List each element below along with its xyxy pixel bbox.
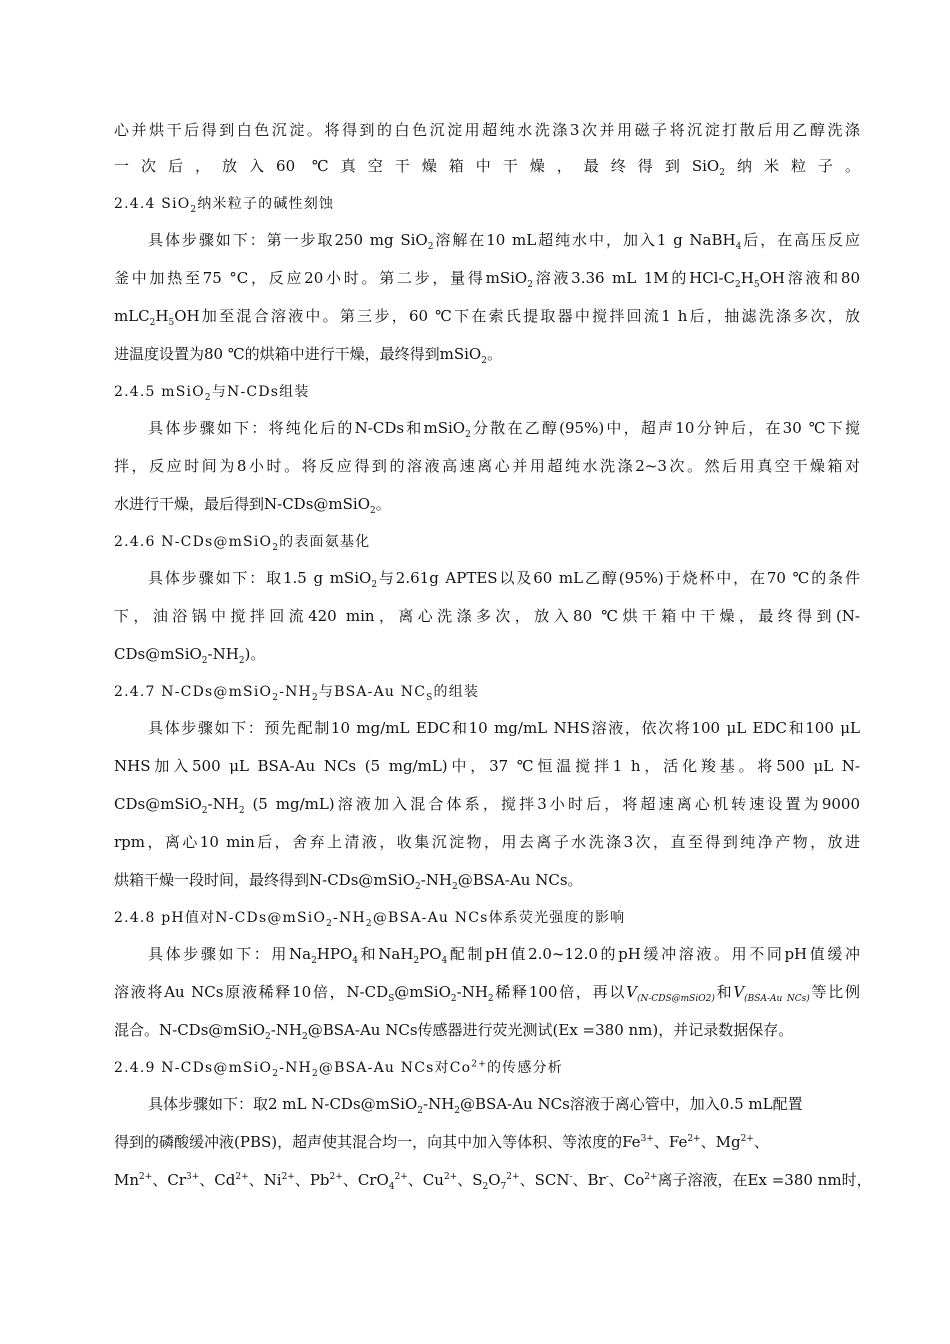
text-run: O: [488, 1171, 501, 1189]
text-run: @BSA-Au NCs传感器进行荧光测试(Ex =380 nm)，并记录数据保存。: [307, 1021, 794, 1039]
text-line: [114, 120, 860, 140]
text-run: 稀释100倍，再以: [493, 983, 627, 1001]
text-run: S: [388, 994, 395, 1004]
text-run: 2: [201, 656, 208, 666]
text-line: [114, 456, 860, 476]
text-run: @BSA-Au NCs溶液于离心管中，加入0.5 mL配置: [460, 1095, 803, 1113]
section-heading: [114, 682, 860, 702]
text-run: 溶液将Au NCs原液稀释10倍，N-CD: [114, 983, 389, 1001]
text-run: 2.4.4 SiO: [114, 196, 191, 212]
text-run: @BSA-Au NCs体系荧光强度的影响: [372, 910, 626, 926]
text-line: [114, 494, 860, 514]
text-run: -NH: [420, 871, 453, 889]
text-run: 2.4.5 mSiO: [114, 384, 205, 400]
text-run: 5: [168, 318, 175, 328]
text-run: 2: [272, 542, 280, 553]
text-run: 2: [204, 392, 212, 403]
text-run: 具体步骤如下：第一步取250 mg SiO: [148, 231, 428, 249]
text-run: S: [426, 692, 434, 703]
text-run: 2+: [740, 1134, 754, 1144]
text-run: -NH: [279, 684, 312, 700]
text-run: 2+: [687, 1134, 701, 1144]
text-line: [148, 944, 860, 964]
text-run: 一次后，放入60 ℃真空干燥箱中干燥，最终得到: [114, 157, 692, 175]
text-run: PO: [419, 945, 442, 963]
text-run: -NH: [423, 1095, 455, 1113]
text-run: @BSA-Au NCs对Co: [318, 1060, 472, 1076]
text-run: 、Ni: [248, 1171, 282, 1189]
text-run: 具体步骤如下：将纯化后的N-CDs和mSiO: [148, 419, 466, 437]
text-run: 5: [753, 280, 760, 290]
text-run: 、Cu: [407, 1171, 444, 1189]
text-line: [114, 1020, 860, 1040]
section-heading: [114, 908, 860, 928]
text-line: [148, 1094, 860, 1114]
text-run: 与N-CDs组装: [211, 384, 310, 400]
text-run: 2.4.8 pH值对N-CDs@mSiO: [114, 910, 327, 926]
text-run: 的表面氨基化: [279, 534, 371, 550]
text-run: 2: [272, 692, 280, 703]
text-line: [114, 268, 860, 288]
text-run: 2: [365, 918, 373, 929]
text-line: [114, 1170, 872, 1192]
section-heading: [114, 1058, 860, 1078]
text-run: 2: [450, 994, 457, 1004]
text-run: CDs@mSiO: [114, 645, 202, 663]
text-run: 2+: [644, 1172, 658, 1182]
text-run: 和: [714, 983, 734, 1001]
text-run: 烘箱干燥一段时间，最终得到N-CDs@mSiO: [114, 871, 415, 889]
text-line: [114, 606, 860, 626]
text-run: 的组装: [433, 684, 480, 700]
text-run: 具体步骤如下：取1.5 g mSiO: [148, 569, 372, 587]
text-run: 心并烘干后得到白色沉淀。将得到的白色沉淀用超纯水洗涤3次并用磁子将沉淀打散后用乙醇洗涤: [114, 121, 860, 139]
text-run: 2: [302, 1032, 308, 1042]
text-run: 、CrO: [342, 1171, 389, 1189]
text-run: 具体步骤如下：预先配制10 mg/mL EDC和10 mg/mL NHS溶液，依次将100 μL EDC和100 μL: [148, 719, 860, 737]
text-line: [114, 156, 860, 176]
text-run: 混合。N-CDs@mSiO: [114, 1021, 265, 1039]
text-run: 2+: [443, 1172, 458, 1182]
text-run: 拌，反应时间为8小时。将反应得到的溶液高速离心并用超纯水洗涤2~3次。然后用真空干燥箱对: [114, 457, 860, 475]
text-run: 2: [427, 242, 434, 252]
text-run: 后，在高压反应: [741, 231, 860, 249]
text-line: [148, 230, 860, 250]
text-run: 2+: [506, 1172, 520, 1182]
text-run: 4: [352, 956, 359, 966]
text-line: [148, 568, 860, 588]
text-run: 分散在乙醇(95%)中，超声10分钟后，在30 ℃下搅: [470, 419, 860, 437]
text-run: 2: [238, 806, 245, 816]
text-line: [114, 644, 860, 664]
text-run: 2: [482, 1182, 489, 1192]
text-run: CDs@mSiO: [114, 795, 202, 813]
text-run: 、SCN: [519, 1171, 570, 1189]
text-run: -NH: [270, 1021, 303, 1039]
text-run: -NH: [207, 645, 239, 663]
text-run: 2: [201, 806, 208, 816]
text-run: 与BSA-Au NC: [318, 684, 427, 700]
text-run: 、S: [457, 1171, 483, 1189]
text-run: 配制pH值2.0~12.0的pH缓冲溶液。用不同pH值缓冲: [447, 945, 860, 963]
text-run: 2: [415, 882, 421, 892]
text-run: 溶解在10 mL超纯水中，加入1 g NaBH: [433, 231, 736, 249]
text-run: )。: [244, 645, 266, 663]
text-run: V: [626, 983, 637, 1001]
text-run: 具体步骤如下：用Na: [148, 945, 312, 963]
text-run: Mn: [114, 1171, 140, 1189]
text-run: 和NaH: [358, 945, 414, 963]
text-run: @BSA-Au NCs。: [457, 871, 583, 889]
text-run: 2+: [235, 1172, 249, 1182]
text-run: V: [733, 983, 745, 1001]
text-run: rpm，离心10 min后，舍弃上清液，收集沉淀物，用去离子水洗涤3次，直至得到纯净产物，放进: [114, 833, 860, 851]
text-line: [114, 794, 860, 814]
text-run: (N-CDS@mSiO2): [636, 994, 715, 1004]
text-line: [114, 982, 860, 1002]
text-run: 2.4.7 N-CDs@mSiO: [114, 684, 273, 700]
text-run: 2: [311, 956, 317, 966]
text-run: OH加至混合溶液中。第三步，60 ℃下在索氏提取器中搅拌回流1 h后，抽滤洗涤多次，放: [174, 307, 860, 325]
text-run: 2: [452, 882, 458, 892]
text-run: 下，油浴锅中搅拌回流420 min，离心洗涤多次，放入80 ℃烘干箱中干燥，最终得到(N-: [114, 607, 860, 625]
text-run: 得到的磷酸缓冲液(PBS)，超声使其混合均一，向其中加入等体积、等浓度的Fe: [114, 1133, 641, 1151]
text-line: [114, 756, 860, 776]
text-run: 2: [487, 994, 494, 1004]
text-run: NHS加入500 μL BSA-Au NCs (5 mg/mL)中，37 ℃恒温搅拌1 h，活化羧基。将500 μL N-: [114, 757, 860, 775]
text-run: 2.4.9 N-CDs@mSiO: [114, 1060, 273, 1076]
text-run: -NH: [279, 1060, 312, 1076]
text-line: [114, 344, 860, 364]
text-run: 2: [527, 280, 533, 290]
text-run: 7: [500, 1182, 507, 1192]
text-run: 2: [413, 956, 420, 966]
text-run: 2+: [394, 1172, 408, 1182]
text-run: 2: [481, 356, 487, 366]
text-run: 2: [719, 168, 725, 178]
text-run: 4: [388, 1182, 395, 1192]
text-run: 2: [311, 1068, 319, 1079]
text-run: 等比例: [809, 983, 860, 1001]
text-run: HPO: [316, 945, 353, 963]
text-run: 2: [326, 918, 334, 929]
text-run: (5 mg/mL)溶液加入混合体系，搅拌3小时后，将超速离心机转速设置为9000: [244, 795, 860, 813]
text-run: H: [155, 307, 169, 325]
text-run: 、Co: [608, 1171, 645, 1189]
text-run: 2: [149, 318, 156, 328]
text-run: 2+: [329, 1172, 343, 1182]
text-run: OH溶液和80: [759, 269, 860, 287]
text-run: 2+: [281, 1172, 295, 1182]
text-run: 2: [311, 692, 319, 703]
text-run: 的传感分析: [486, 1060, 563, 1076]
text-run: 2: [454, 1106, 461, 1116]
text-run: 3+: [185, 1172, 200, 1182]
text-run: 、Cd: [199, 1171, 236, 1189]
text-run: mLC: [114, 307, 150, 325]
text-run: 纳米粒子的碱性刻蚀: [197, 196, 335, 212]
text-run: 、: [753, 1133, 769, 1151]
text-run: 水进行干燥，最后得到N-CDs@mSiO: [114, 495, 370, 513]
text-run: 、Br: [572, 1171, 606, 1189]
text-run: -NH: [333, 910, 366, 926]
text-run: SiO: [691, 157, 720, 175]
text-run: 4: [441, 956, 448, 966]
text-run: 。: [486, 345, 502, 363]
text-run: 釜中加热至75 °C，反应20小时。第二步，量得mSiO: [114, 269, 528, 287]
text-run: 4: [735, 242, 742, 252]
text-run: -NH: [456, 983, 488, 1001]
text-run: 2: [417, 1106, 423, 1116]
text-run: 2.4.6 N-CDs@mSiO: [114, 534, 273, 550]
text-run: 溶液3.36 mL 1M的HCl-C: [532, 269, 736, 287]
text-run: 具体步骤如下：取2 mL N-CDs@mSiO: [148, 1095, 418, 1113]
text-run: 2: [190, 204, 198, 215]
text-run: 。: [375, 495, 391, 513]
text-run: (BSA-Au NCs): [744, 994, 810, 1004]
text-run: -NH: [207, 795, 239, 813]
text-run: 2: [370, 506, 376, 516]
section-heading: [114, 382, 860, 402]
text-run: 2: [238, 656, 245, 666]
text-run: 2+: [139, 1172, 153, 1182]
text-run: 2: [371, 580, 378, 590]
text-run: 2: [735, 280, 741, 290]
text-run: 、Fe: [653, 1133, 688, 1151]
text-line: [148, 418, 860, 438]
text-run: 、Cr: [152, 1171, 186, 1189]
text-run: 纳米粒子。: [724, 157, 860, 175]
text-run: 进温度设置为80 ℃的烘箱中进行干燥，最终得到mSiO: [114, 345, 482, 363]
section-heading: [114, 532, 860, 552]
text-run: 、Mg: [700, 1133, 741, 1151]
text-run: 2+: [471, 1059, 487, 1070]
text-line: [114, 870, 860, 890]
text-run: H: [740, 269, 754, 287]
text-run: @mSiO: [394, 983, 451, 1001]
section-heading: [114, 194, 860, 214]
text-line: [114, 832, 860, 852]
text-run: 3+: [640, 1134, 654, 1144]
text-run: 2: [265, 1032, 271, 1042]
text-run: 2: [272, 1068, 280, 1079]
text-line: [114, 1132, 860, 1152]
text-run: 、Pb: [294, 1171, 330, 1189]
text-run: 与2.61g APTES以及60 mL乙醇(95%)于烧杯中，在70 ℃的条件: [377, 569, 860, 587]
text-run: -: [569, 1172, 573, 1182]
text-line: [148, 718, 860, 738]
text-run: -: [605, 1172, 609, 1182]
text-run: 离子溶液，在Ex =380 nm时，: [657, 1171, 872, 1189]
text-line: [114, 306, 860, 326]
text-run: 2: [465, 430, 471, 440]
